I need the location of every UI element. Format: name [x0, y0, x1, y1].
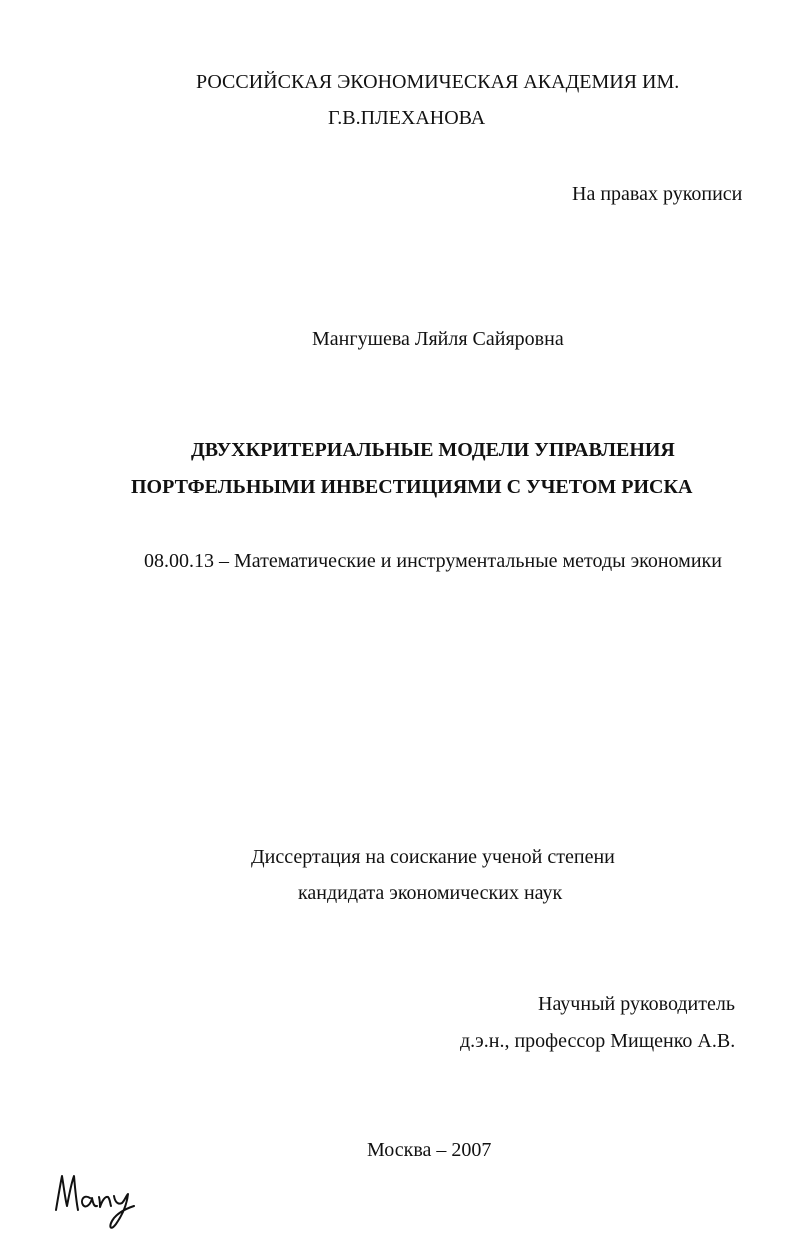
institution-line-1: РОССИЙСКАЯ ЭКОНОМИЧЕСКАЯ АКАДЕМИЯ ИМ.: [196, 71, 680, 93]
author-name: Мангушева Ляйля Сайяровна: [312, 328, 564, 350]
manuscript-note: На правах рукописи: [572, 183, 743, 205]
place-year: Москва – 2007: [367, 1139, 492, 1161]
dissertation-title-line-1: ДВУХКРИТЕРИАЛЬНЫЕ МОДЕЛИ УПРАВЛЕНИЯ: [191, 439, 675, 461]
degree-line-2: кандидата экономических наук: [298, 882, 563, 904]
supervisor-name: д.э.н., профессор Мищенко А.В.: [460, 1030, 736, 1052]
supervisor-label: Научный руководитель: [538, 993, 735, 1015]
handwritten-signature-icon: [50, 1168, 140, 1238]
specialty-code: 08.00.13 – Математические и инструментальные методы экономики: [144, 550, 722, 572]
institution-line-2: Г.В.ПЛЕХАНОВА: [328, 107, 486, 129]
degree-line-1: Диссертация на соискание ученой степени: [251, 846, 615, 868]
dissertation-title-line-2: ПОРТФЕЛЬНЫМИ ИНВЕСТИЦИЯМИ С УЧЕТОМ РИСКА: [131, 476, 693, 498]
